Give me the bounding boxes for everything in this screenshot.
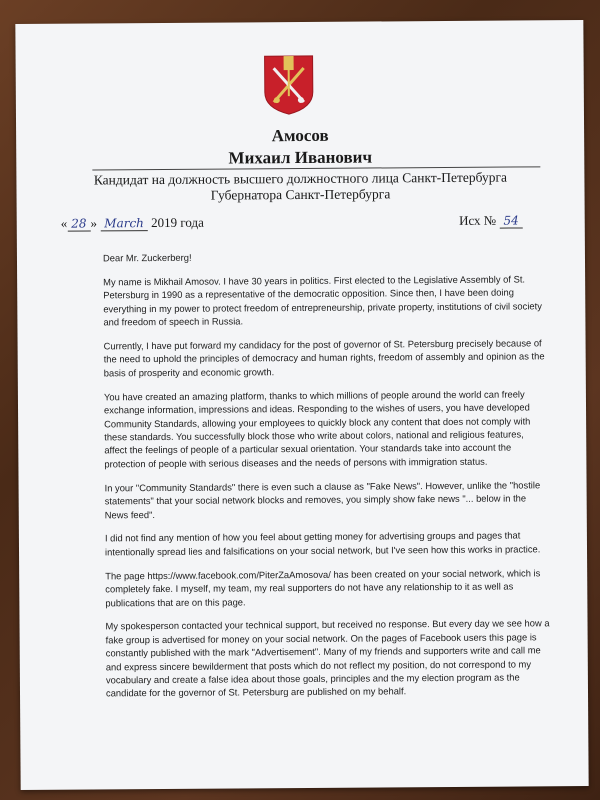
paragraph-5: I did not find any mention of how you feel about getting money for advertising groups and pages that intentionally spread lies and falsifications on your social network, but I've seen how this works in practice. bbox=[104, 529, 541, 558]
letter-page bbox=[15, 20, 588, 790]
paragraph-6: The page https://www.facebook.com/PiterZaAmosova/ has been created on your social network, which is completely fake. I myself, my team, my real supporters do not have any relationship to it as well as publications that are on this page. bbox=[105, 567, 541, 608]
candidate-title-line1: Кандидат на должность высшего должностного лица Санкт-Петербурга bbox=[93, 169, 508, 188]
date-day: 28 bbox=[67, 216, 90, 231]
salutation: Dear Mr. Zuckerberg! bbox=[102, 251, 192, 264]
date-line bbox=[61, 215, 204, 232]
candidate-title-line2: Губернатора Санкт-Петербурга bbox=[210, 186, 391, 203]
paragraph-2: Currently, I have put forward my candidacy for the post of governor of St. Petersburg precisely because of the need to uphold the principles of democracy and human rights, freedom of assembly and opinion as the basis of prosperity and economic growth. bbox=[103, 337, 545, 379]
outgoing-number bbox=[459, 212, 523, 228]
outgoing-label: Исх № bbox=[458, 212, 497, 228]
paragraph-4: In your "Community Standards" there is even such a clause as "Fake News". However, unlike the "hostile statements" that your social network blocks and removes, you simply show fake news "... below in the News feed". bbox=[104, 479, 541, 520]
paragraph-3: You have created an amazing platform, thanks to which millions of people around the world can freely exchange information, impressions and ideas. Responding to the wishes of users, you have developed Community Standards, allowing your employees to quickly block any content that does not comply with these standards. You successfully block those who write about colors, national and religious features, affect the feelings of people of a particular sexual orientation. Your standards take into account the protection of people with serious diseases and the needs of persons with immigration status. bbox=[103, 388, 531, 470]
st-petersburg-coat-of-arms bbox=[262, 52, 316, 116]
candidate-given-names: Михаил Иванович bbox=[228, 147, 373, 168]
candidate-surname: Амосов bbox=[271, 125, 329, 146]
date-year: 2019 года bbox=[151, 214, 204, 231]
date-month: March bbox=[100, 216, 148, 231]
quote-open: « bbox=[60, 215, 68, 231]
letter-body bbox=[103, 248, 550, 710]
paragraph-1: My name is Mikhail Amosov. I have 30 years in politics. First elected to the Legislative Assembly of St. Petersburg in 1990 as a representative of the democratic opposition. Since then, I have been doing everything in my power to protect freedom of entrepreneurship, private property, institutions of civil society and freedom of speech in Russia. bbox=[103, 273, 542, 328]
paragraph-7: My spokesperson contacted your technical support, but received no response. But every day we see how a fake group is advertised for money on your social network. On the pages of Facebook users this page is constantly published with the mark "Advertisement". Many of my friends and supporters write and call me and express sincere bewilderment that posts which do not reflect my position, do not correspond to my vocabulary and create a false idea about those goals, principles and the my election program as the candidate for the governor of St. Petersburg are published on my behalf. bbox=[105, 617, 550, 699]
quote-close: » bbox=[90, 215, 98, 231]
outgoing-value: 54 bbox=[499, 213, 522, 228]
